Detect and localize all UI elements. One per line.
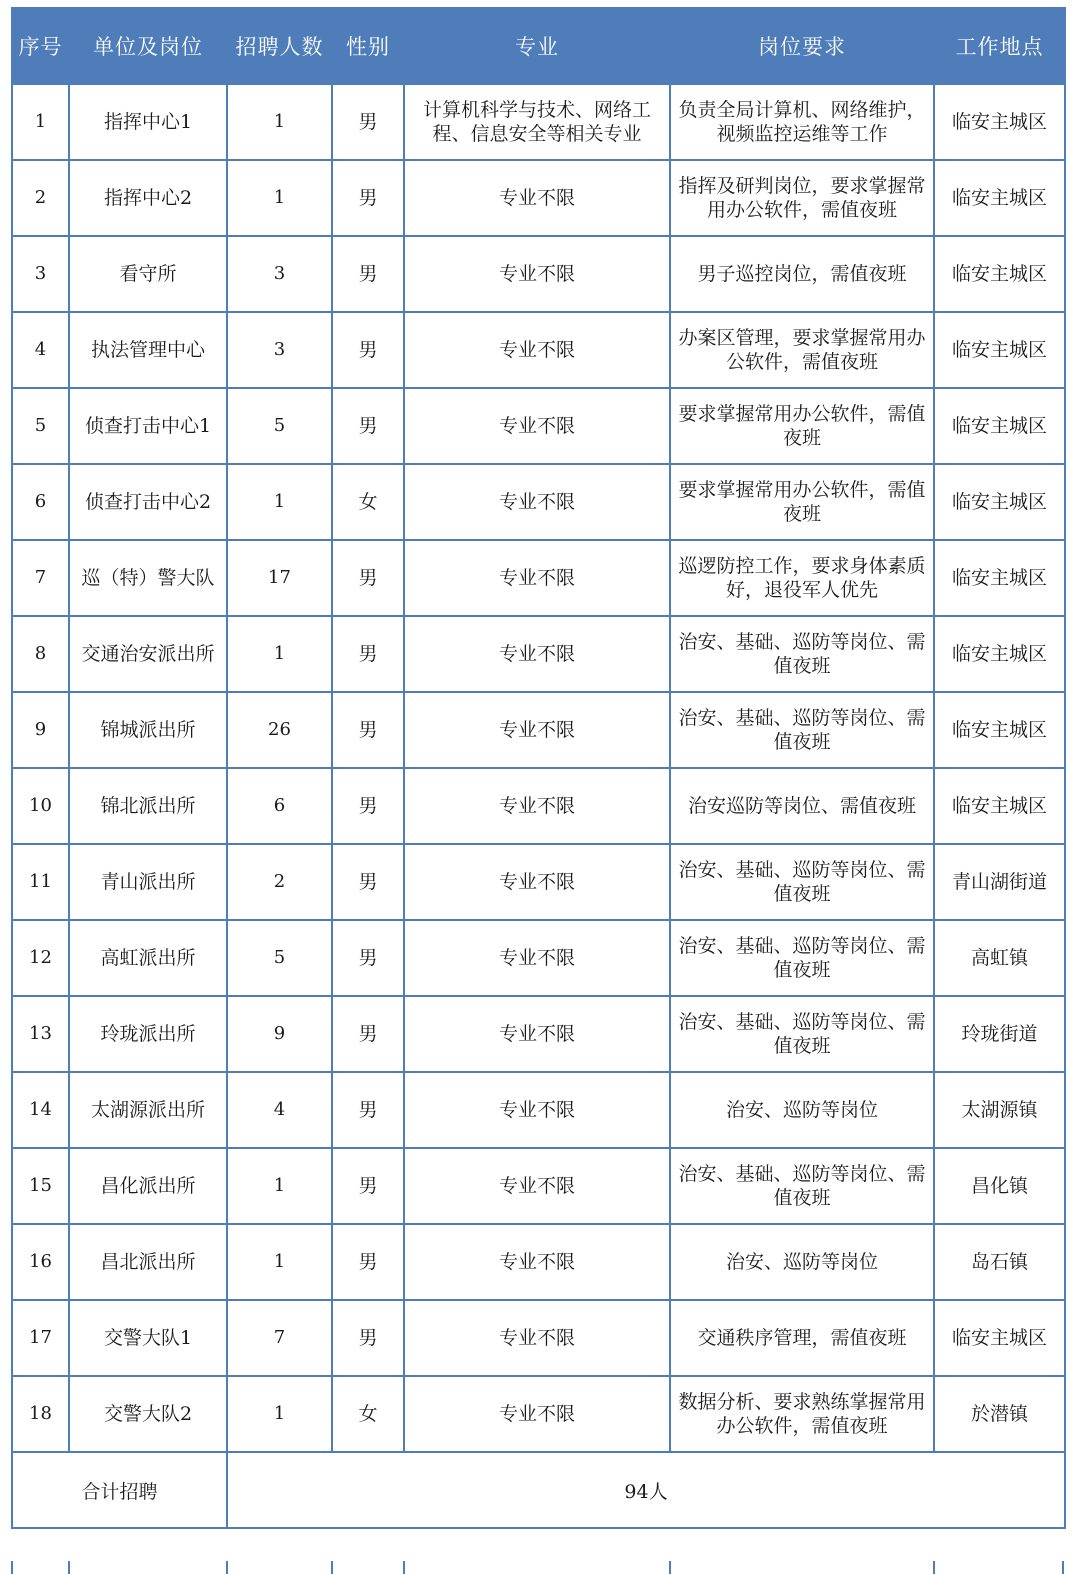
- recruitment-table: [11, 7, 1066, 1529]
- table-row: [12, 160, 1065, 236]
- cell-headcount: 6: [227, 768, 332, 844]
- cell-unit-position: 侦查打击中心1: [69, 388, 227, 464]
- cell-requirements: 办案区管理，要求掌握常用办公软件，需值夜班: [670, 312, 934, 388]
- total-value: 94人: [227, 1452, 1065, 1528]
- table-body: [12, 84, 1065, 1452]
- cell-unit-position: 交通治安派出所: [69, 616, 227, 692]
- cell-index: 11: [12, 844, 69, 920]
- cell-headcount: 2: [227, 844, 332, 920]
- table-row: [12, 236, 1065, 312]
- cell-requirements: 男子巡控岗位，需值夜班: [670, 236, 934, 312]
- cell-requirements: 治安、基础、巡防等岗位、需值夜班: [670, 996, 934, 1072]
- cell-unit-position: 执法管理中心: [69, 312, 227, 388]
- total-label: 合计招聘: [12, 1452, 227, 1528]
- cell-location: 於潜镇: [934, 1376, 1065, 1452]
- cell-location: 昌化镇: [934, 1148, 1065, 1224]
- cell-headcount: 1: [227, 464, 332, 540]
- cell-unit-position: 巡（特）警大队: [69, 540, 227, 616]
- cell-headcount: 1: [227, 1376, 332, 1452]
- cell-index: 17: [12, 1300, 69, 1376]
- cell-requirements: 治安、基础、巡防等岗位、需值夜班: [670, 844, 934, 920]
- cell-location: 临安主城区: [934, 616, 1065, 692]
- cell-major: 专业不限: [404, 464, 670, 540]
- cell-index: 14: [12, 1072, 69, 1148]
- cell-headcount: 5: [227, 920, 332, 996]
- cell-major: 专业不限: [404, 616, 670, 692]
- cell-requirements: 交通秩序管理，需值夜班: [670, 1300, 934, 1376]
- table-row: [12, 844, 1065, 920]
- table-row: [12, 388, 1065, 464]
- cell-unit-position: 玲珑派出所: [69, 996, 227, 1072]
- table-row: [12, 768, 1065, 844]
- cell-headcount: 4: [227, 1072, 332, 1148]
- cell-gender: 男: [332, 1072, 404, 1148]
- cell-requirements: 治安、基础、巡防等岗位、需值夜班: [670, 920, 934, 996]
- cell-major: 专业不限: [404, 996, 670, 1072]
- cell-unit-position: 指挥中心1: [69, 84, 227, 160]
- header-headcount: 招聘人数: [227, 8, 332, 84]
- cell-major: 专业不限: [404, 236, 670, 312]
- cell-requirements: 治安、巡防等岗位: [670, 1072, 934, 1148]
- cell-index: 7: [12, 540, 69, 616]
- cell-major: 专业不限: [404, 1148, 670, 1224]
- table-row: [12, 1148, 1065, 1224]
- recruitment-table-container: [11, 7, 1064, 1529]
- table-continuation: [11, 1561, 1064, 1574]
- cell-index: 3: [12, 236, 69, 312]
- cell-index: 10: [12, 768, 69, 844]
- cell-index: 15: [12, 1148, 69, 1224]
- cell-major: 专业不限: [404, 1300, 670, 1376]
- cell-major: 专业不限: [404, 1376, 670, 1452]
- cell-unit-position: 锦北派出所: [69, 768, 227, 844]
- cell-location: 岛石镇: [934, 1224, 1065, 1300]
- cell-unit-position: 高虹派出所: [69, 920, 227, 996]
- tail-divider: [331, 1561, 333, 1574]
- cell-headcount: 1: [227, 1148, 332, 1224]
- cell-gender: 男: [332, 1300, 404, 1376]
- tail-divider: [226, 1561, 228, 1574]
- header-requirements: 岗位要求: [670, 8, 934, 84]
- cell-gender: 男: [332, 388, 404, 464]
- cell-location: 高虹镇: [934, 920, 1065, 996]
- cell-gender: 男: [332, 1148, 404, 1224]
- cell-requirements: 指挥及研判岗位，要求掌握常用办公软件，需值夜班: [670, 160, 934, 236]
- table-footer: [12, 1452, 1065, 1528]
- table-row: [12, 464, 1065, 540]
- cell-gender: 女: [332, 1376, 404, 1452]
- cell-gender: 男: [332, 84, 404, 160]
- cell-location: 临安主城区: [934, 84, 1065, 160]
- cell-gender: 男: [332, 540, 404, 616]
- cell-gender: 女: [332, 464, 404, 540]
- table-row: [12, 692, 1065, 768]
- cell-requirements: 巡逻防控工作，要求身体素质好，退役军人优先: [670, 540, 934, 616]
- cell-headcount: 3: [227, 312, 332, 388]
- cell-index: 4: [12, 312, 69, 388]
- cell-location: 玲珑街道: [934, 996, 1065, 1072]
- cell-major: 专业不限: [404, 1072, 670, 1148]
- cell-location: 临安主城区: [934, 692, 1065, 768]
- cell-requirements: 数据分析、要求熟练掌握常用办公软件，需值夜班: [670, 1376, 934, 1452]
- cell-unit-position: 昌北派出所: [69, 1224, 227, 1300]
- cell-major: 专业不限: [404, 160, 670, 236]
- cell-unit-position: 太湖源派出所: [69, 1072, 227, 1148]
- cell-major: 专业不限: [404, 312, 670, 388]
- cell-headcount: 26: [227, 692, 332, 768]
- tail-divider: [669, 1561, 671, 1574]
- header-row: [12, 8, 1065, 84]
- cell-major: 计算机科学与技术、网络工程、信息安全等相关专业: [404, 84, 670, 160]
- cell-index: 9: [12, 692, 69, 768]
- header-gender: 性别: [332, 8, 404, 84]
- table-row: [12, 540, 1065, 616]
- cell-gender: 男: [332, 236, 404, 312]
- cell-location: 临安主城区: [934, 388, 1065, 464]
- cell-unit-position: 青山派出所: [69, 844, 227, 920]
- header-index: 序号: [12, 8, 69, 84]
- cell-headcount: 7: [227, 1300, 332, 1376]
- tail-divider: [403, 1561, 405, 1574]
- cell-location: 太湖源镇: [934, 1072, 1065, 1148]
- cell-unit-position: 锦城派出所: [69, 692, 227, 768]
- cell-location: 临安主城区: [934, 540, 1065, 616]
- cell-major: 专业不限: [404, 920, 670, 996]
- header-major: 专业: [404, 8, 670, 84]
- cell-requirements: 治安、基础、巡防等岗位、需值夜班: [670, 1148, 934, 1224]
- cell-index: 13: [12, 996, 69, 1072]
- cell-requirements: 治安巡防等岗位、需值夜班: [670, 768, 934, 844]
- cell-requirements: 治安、基础、巡防等岗位、需值夜班: [670, 616, 934, 692]
- table-row: [12, 1300, 1065, 1376]
- total-row: [12, 1452, 1065, 1528]
- cell-headcount: 1: [227, 616, 332, 692]
- cell-gender: 男: [332, 692, 404, 768]
- cell-index: 18: [12, 1376, 69, 1452]
- cell-gender: 男: [332, 312, 404, 388]
- cell-gender: 男: [332, 1224, 404, 1300]
- tail-divider: [68, 1561, 70, 1574]
- cell-headcount: 9: [227, 996, 332, 1072]
- cell-index: 1: [12, 84, 69, 160]
- cell-location: 临安主城区: [934, 464, 1065, 540]
- cell-major: 专业不限: [404, 844, 670, 920]
- cell-gender: 男: [332, 160, 404, 236]
- cell-unit-position: 指挥中心2: [69, 160, 227, 236]
- cell-headcount: 1: [227, 84, 332, 160]
- cell-index: 8: [12, 616, 69, 692]
- cell-requirements: 治安、基础、巡防等岗位、需值夜班: [670, 692, 934, 768]
- cell-index: 6: [12, 464, 69, 540]
- cell-unit-position: 侦查打击中心2: [69, 464, 227, 540]
- cell-gender: 男: [332, 844, 404, 920]
- cell-major: 专业不限: [404, 768, 670, 844]
- table-row: [12, 1376, 1065, 1452]
- cell-unit-position: 昌化派出所: [69, 1148, 227, 1224]
- cell-location: 临安主城区: [934, 160, 1065, 236]
- cell-unit-position: 交警大队1: [69, 1300, 227, 1376]
- cell-headcount: 1: [227, 1224, 332, 1300]
- table-header: [12, 8, 1065, 84]
- cell-headcount: 17: [227, 540, 332, 616]
- cell-headcount: 5: [227, 388, 332, 464]
- cell-major: 专业不限: [404, 388, 670, 464]
- cell-location: 临安主城区: [934, 768, 1065, 844]
- cell-requirements: 负责全局计算机、网络维护，视频监控运维等工作: [670, 84, 934, 160]
- cell-gender: 男: [332, 768, 404, 844]
- cell-gender: 男: [332, 616, 404, 692]
- cell-requirements: 要求掌握常用办公软件，需值夜班: [670, 464, 934, 540]
- table-row: [12, 920, 1065, 996]
- cell-headcount: 3: [227, 236, 332, 312]
- cell-index: 16: [12, 1224, 69, 1300]
- table-row: [12, 1224, 1065, 1300]
- cell-location: 青山湖街道: [934, 844, 1065, 920]
- cell-gender: 男: [332, 996, 404, 1072]
- cell-unit-position: 交警大队2: [69, 1376, 227, 1452]
- cell-major: 专业不限: [404, 692, 670, 768]
- cell-index: 5: [12, 388, 69, 464]
- header-location: 工作地点: [934, 8, 1065, 84]
- table-row: [12, 616, 1065, 692]
- header-unit-position: 单位及岗位: [69, 8, 227, 84]
- cell-index: 2: [12, 160, 69, 236]
- cell-headcount: 1: [227, 160, 332, 236]
- cell-requirements: 要求掌握常用办公软件，需值夜班: [670, 388, 934, 464]
- cell-location: 临安主城区: [934, 312, 1065, 388]
- cell-unit-position: 看守所: [69, 236, 227, 312]
- cell-location: 临安主城区: [934, 1300, 1065, 1376]
- table-row: [12, 84, 1065, 160]
- tail-divider: [933, 1561, 935, 1574]
- cell-gender: 男: [332, 920, 404, 996]
- cell-requirements: 治安、巡防等岗位: [670, 1224, 934, 1300]
- cell-location: 临安主城区: [934, 236, 1065, 312]
- cell-index: 12: [12, 920, 69, 996]
- cell-major: 专业不限: [404, 540, 670, 616]
- table-row: [12, 996, 1065, 1072]
- table-row: [12, 312, 1065, 388]
- cell-major: 专业不限: [404, 1224, 670, 1300]
- table-row: [12, 1072, 1065, 1148]
